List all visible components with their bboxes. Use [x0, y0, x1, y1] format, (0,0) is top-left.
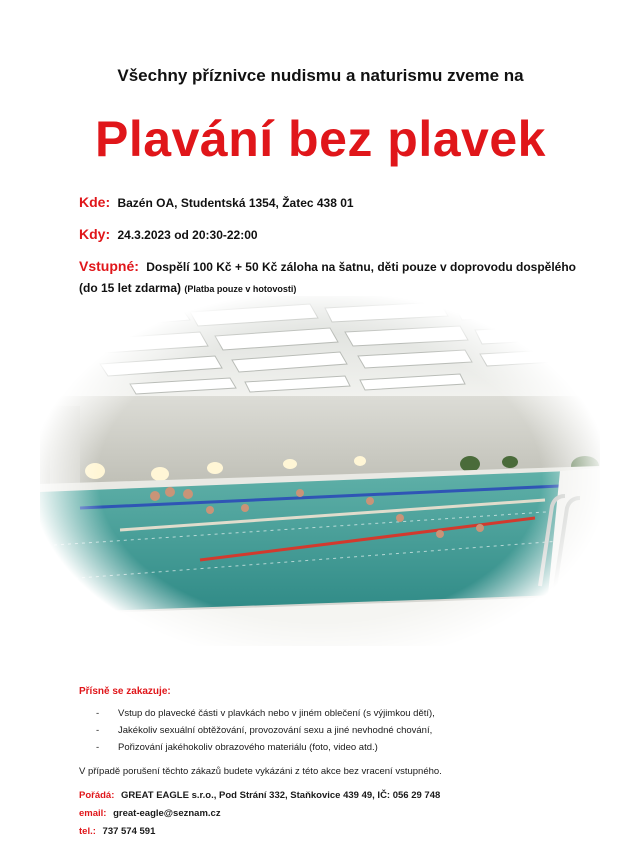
email-value[interactable]: great-eagle@seznam.cz — [113, 808, 221, 819]
date-label: Kdy: — [79, 226, 111, 242]
list-item — [96, 708, 435, 725]
list-bullet: - — [96, 742, 100, 753]
location-line — [79, 194, 354, 210]
event-headline: Plavání bez plavek — [95, 111, 546, 167]
organizer-value: GREAT EAGLE s.r.o., Pod Strání 332, Staňkovice 439 49, IČ: 056 29 748 — [121, 790, 441, 801]
list-item — [96, 725, 435, 742]
organizer-line — [79, 790, 440, 801]
date-line — [79, 226, 258, 242]
email-line — [79, 808, 221, 819]
phone-label: tel.: — [79, 826, 96, 837]
price-label: Vstupné: — [79, 258, 139, 274]
pool-photo — [40, 296, 600, 646]
rules-title: Přísně se zakazuje: — [79, 686, 171, 697]
price-note: (Platba pouze v hotovosti) — [184, 284, 297, 294]
location-value: Bazén OA, Studentská 1354, Žatec 438 01 — [117, 196, 354, 210]
price-value: Dospělí 100 Kč + 50 Kč záloha na šatnu, děti pouze v doprovodu dospělého (do 15 let zdarma) — [79, 260, 576, 295]
location-label: Kde: — [79, 194, 111, 210]
list-bullet: - — [96, 708, 100, 719]
list-bullet: - — [96, 725, 100, 736]
rule-text: Jakékoliv sexuální obtěžování, provozování sexu a jiné nevhodné chování, — [118, 725, 433, 736]
date-value: 24.3.2023 od 20:30-22:00 — [117, 228, 258, 242]
organizer-label: Pořádá: — [79, 790, 115, 801]
intro-text: Všechny příznivce nudismu a naturismu zveme na — [117, 66, 524, 85]
phone-line — [79, 826, 155, 837]
violation-warning: V případě porušení těchto zákazů budete vykázáni z této akce bez vracení vstupného. — [79, 766, 442, 777]
rule-text: Pořizování jakéhokoliv obrazového materiálu (foto, video atd.) — [118, 742, 378, 753]
list-item — [96, 742, 435, 759]
email-label: email: — [79, 808, 107, 819]
price-line — [79, 256, 579, 300]
phone-value[interactable]: 737 574 591 — [102, 826, 156, 837]
rule-text: Vstup do plavecké části v plavkách nebo v jiném oblečení (s výjimkou dětí), — [118, 708, 435, 719]
rules-list — [96, 708, 435, 759]
